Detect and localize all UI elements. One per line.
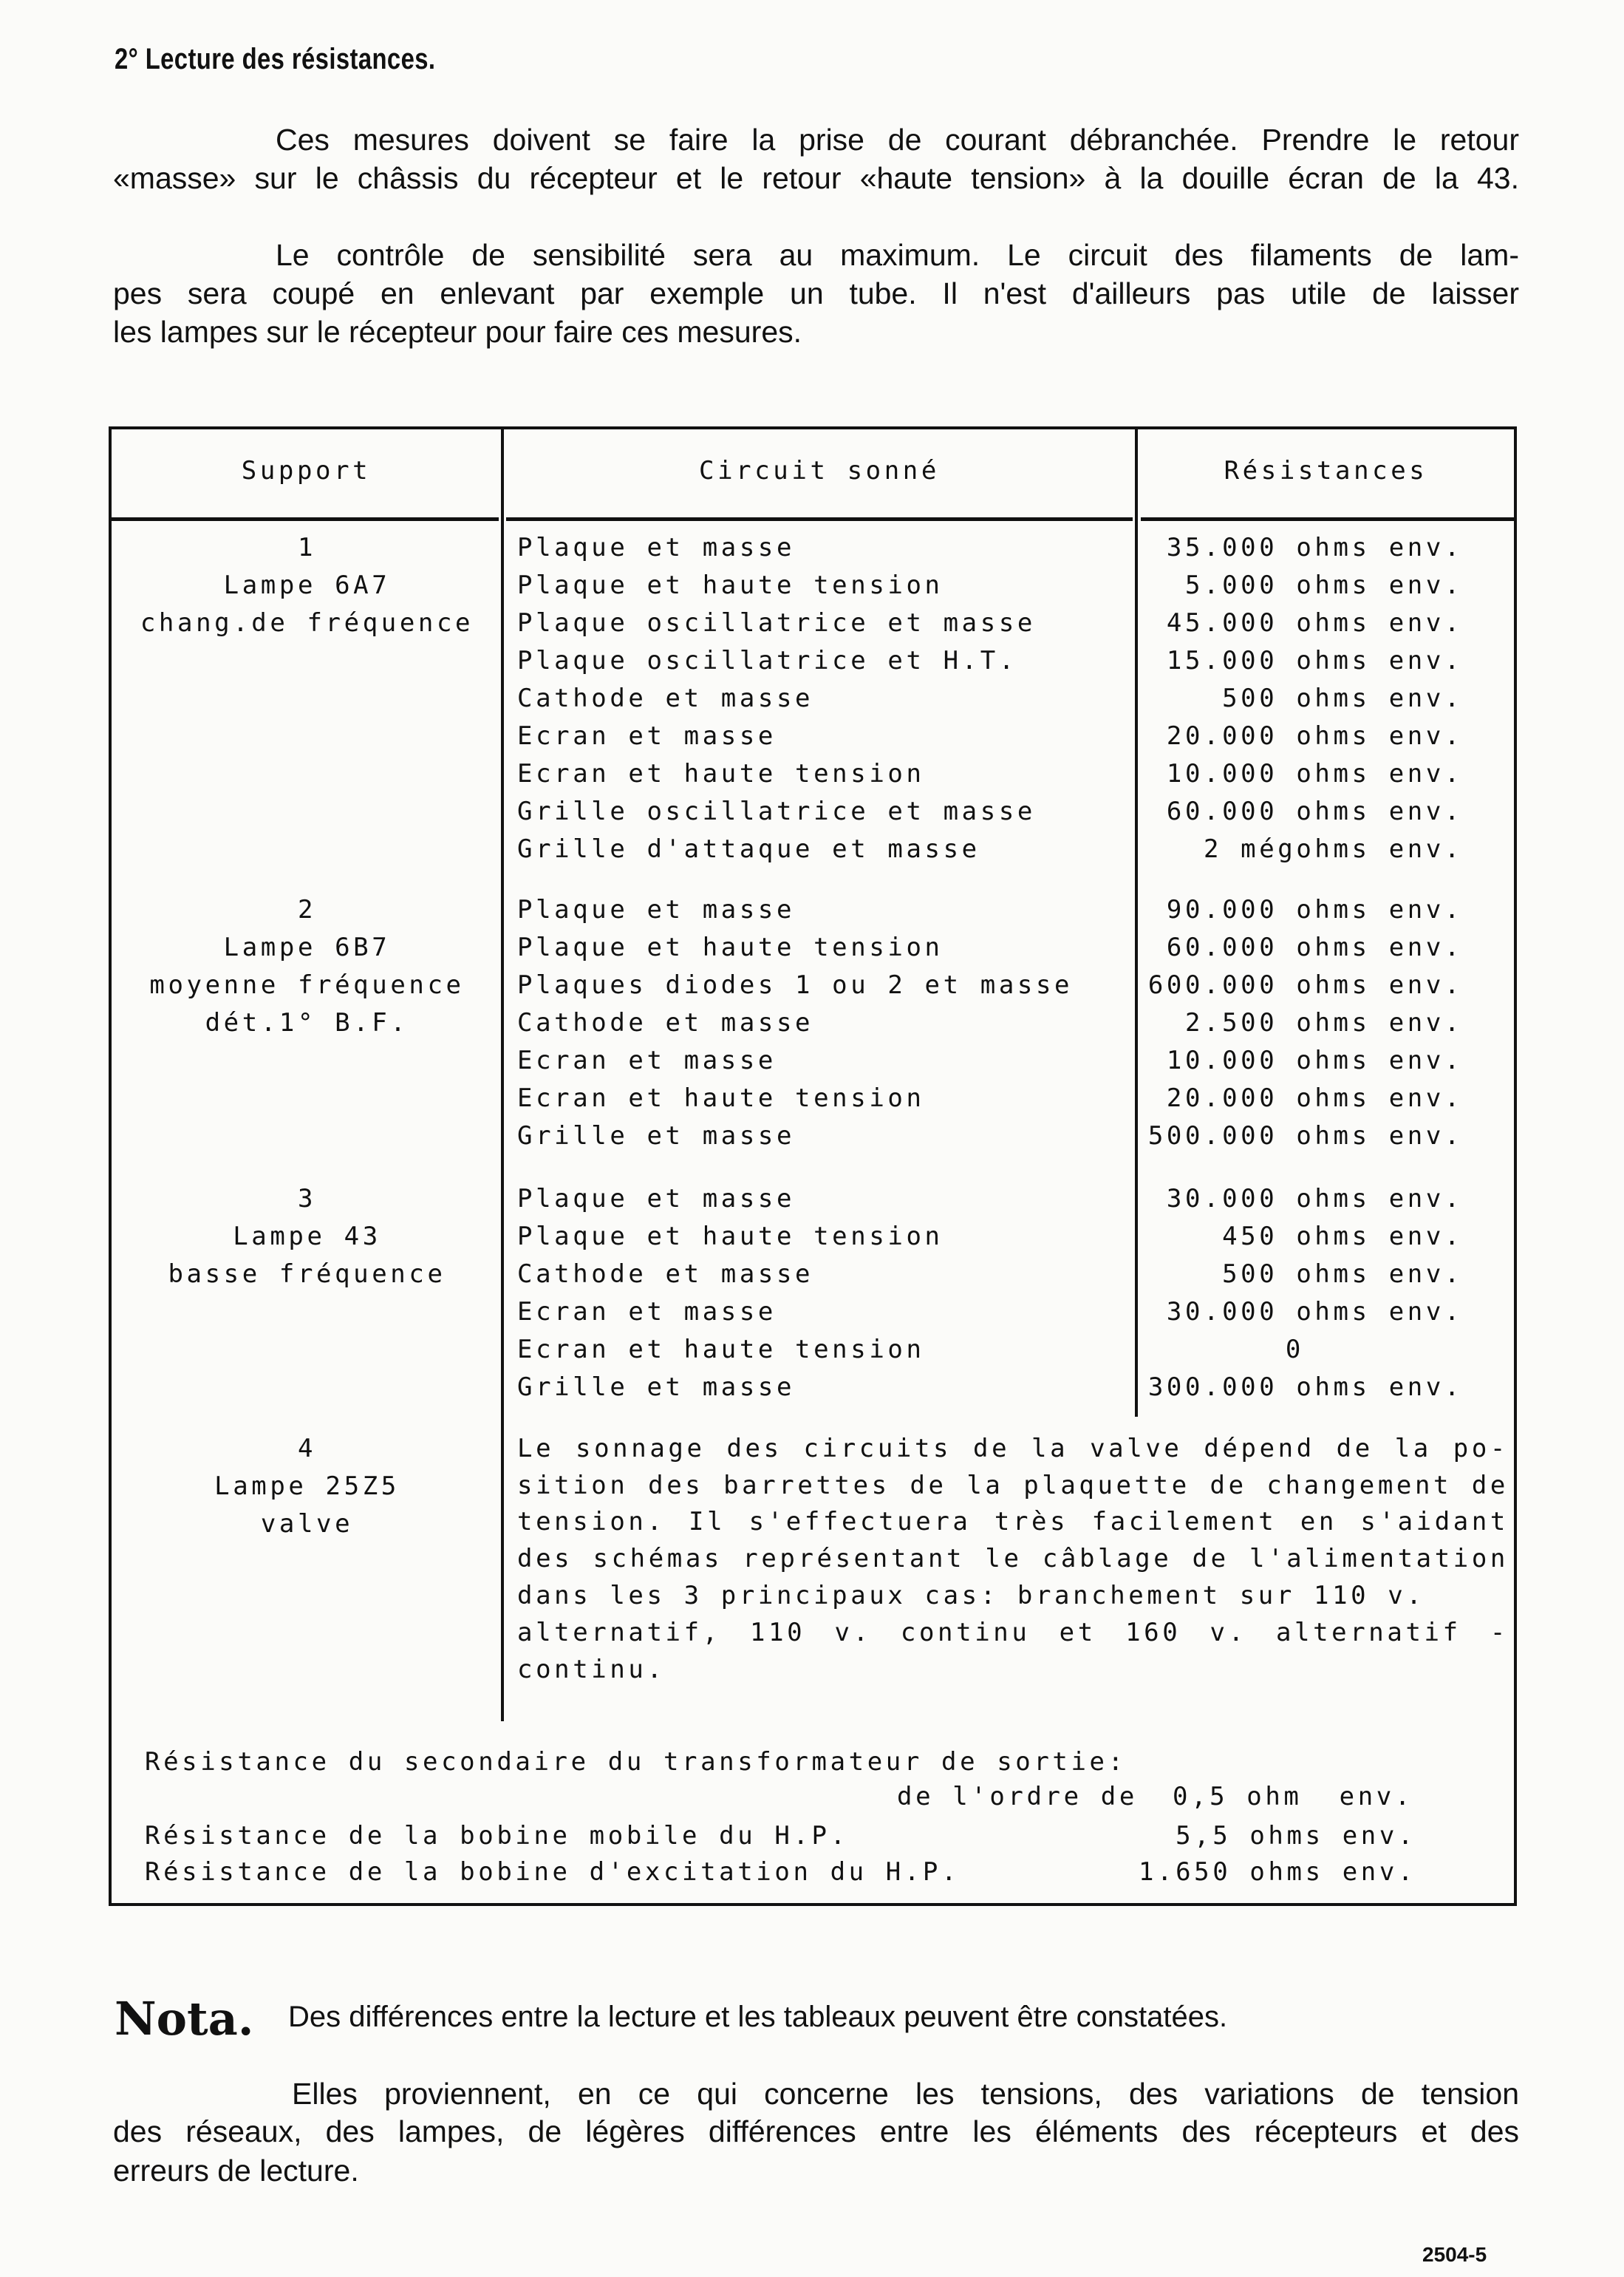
header-rule	[1141, 517, 1514, 521]
resistance-cell: 45.000 ohms env.	[1166, 608, 1463, 638]
support-lamp: Lampe 6B7	[223, 933, 391, 962]
circuit-cell: Grille d'attaque et masse	[517, 834, 980, 864]
resistance-cell: 10.000 ohms env.	[1166, 759, 1463, 789]
resistance-cell: 2.500 ohms env.	[1184, 1008, 1463, 1038]
circuit-cell: Plaque et masse	[517, 1184, 796, 1214]
support-number: 1	[297, 533, 317, 562]
resistance-cell: 300.000 ohms env.	[1147, 1372, 1463, 1402]
resistance-cell: 30.000 ohms env.	[1166, 1184, 1463, 1214]
nota-line: Elles proviennent, en ce qui concerne les tensions, des variations de tension	[292, 2077, 1519, 2111]
resistance-cell: 90.000 ohms env.	[1166, 895, 1463, 925]
valve-note-line: tension. Il s'effectuera très facilement en s'aidant	[517, 1507, 1509, 1536]
nota-first-line: Des différences entre la lecture et les tableaux peuvent être constatées.	[288, 2001, 1228, 2033]
valve-note-line: des schémas représentant le câblage de l'alimentation	[517, 1544, 1509, 1573]
support-lamp: Lampe 25Z5	[214, 1471, 400, 1501]
valve-note-line: continu.	[517, 1655, 666, 1684]
circuit-cell: Ecran et haute tension	[517, 1335, 925, 1364]
nota-label: Nota.	[115, 1992, 254, 2046]
header-rule	[506, 517, 1133, 521]
circuit-cell: Cathode et masse	[517, 1008, 814, 1038]
circuit-cell: Plaque et haute tension	[517, 571, 944, 600]
resistance-cell: 35.000 ohms env.	[1166, 533, 1463, 562]
support-lamp: Lampe 6A7	[223, 571, 391, 600]
intro-line: «masse» sur le châssis du récepteur et le retour «haute tension» à la douille écran de la 43.	[113, 161, 1519, 195]
resistance-list	[1148, 1180, 1463, 1406]
resistance-cell: 450 ohms env.	[1222, 1222, 1463, 1251]
circuit-cell: Plaque et masse	[517, 533, 796, 562]
support-role: valve	[260, 1509, 354, 1539]
resistance-cell: 15.000 ohms env.	[1166, 646, 1463, 675]
circuit-cell: Cathode et masse	[517, 1259, 814, 1289]
circuit-cell: Grille oscillatrice et masse	[517, 797, 1036, 826]
support-role: basse fréquence	[168, 1259, 446, 1289]
circuit-cell: Ecran et haute tension	[517, 759, 925, 789]
circuit-cell: Grille et masse	[517, 1372, 796, 1402]
circuit-cell: Plaque et haute tension	[517, 933, 944, 962]
intro-line: les lampes sur le récepteur pour faire ces mesures.	[113, 315, 802, 349]
resistance-cell: 20.000 ohms env.	[1166, 1083, 1463, 1113]
section-heading: 2° Lecture des résistances.	[115, 43, 436, 75]
support-cell	[112, 1430, 502, 1543]
circuit-cell: Plaque oscillatrice et H.T.	[517, 646, 1017, 675]
intro-line: pes sera coupé en enlevant par exemple un tube. Il n'est d'ailleurs pas utile de laisser	[113, 276, 1519, 310]
valve-note-line: sition des barrettes de la plaquette de changement de	[517, 1471, 1509, 1500]
footer-value: 5,5 ohms env.	[1176, 1821, 1416, 1851]
resistance-cell: 2 mégohms env.	[1204, 834, 1463, 864]
circuit-cell: Plaque oscillatrice et masse	[517, 608, 1036, 638]
support-number: 4	[297, 1434, 317, 1463]
resistance-cell: 60.000 ohms env.	[1166, 933, 1463, 962]
support-role: moyenne fréquence	[149, 970, 465, 1000]
footer-label: Résistance de la bobine mobile du H.P.	[145, 1821, 849, 1851]
circuit-cell: Plaque et masse	[517, 895, 796, 925]
resistance-cell: 500 ohms env.	[1222, 684, 1463, 713]
circuit-cell: Ecran et masse	[517, 1297, 777, 1327]
circuit-list	[517, 529, 1036, 868]
circuit-list	[517, 1180, 944, 1406]
resistance-cell: 20.000 ohms env.	[1166, 721, 1463, 751]
support-cell	[112, 891, 502, 1042]
support-cell	[112, 1180, 502, 1293]
page-number: 2504-5	[1422, 2243, 1487, 2266]
resistance-list	[1167, 529, 1463, 868]
secondary-value: 0,5 ohm env.	[1173, 1782, 1413, 1811]
resistance-cell: 0	[1285, 1335, 1304, 1364]
secondary-qualifier: de l'ordre de	[897, 1782, 1138, 1811]
circuit-cell: Cathode et masse	[517, 684, 814, 713]
resistance-cell: 500 ohms env.	[1222, 1259, 1463, 1289]
resistance-cell: 60.000 ohms env.	[1166, 797, 1463, 826]
header-rule	[112, 517, 499, 521]
resistance-list	[1148, 891, 1463, 1155]
circuit-cell: Ecran et haute tension	[517, 1083, 925, 1113]
valve-note-line: Le sonnage des circuits de la valve dépend de la po-	[517, 1434, 1509, 1463]
support-number: 2	[297, 895, 317, 925]
header-circuit: Circuit sonné	[699, 456, 940, 486]
circuit-cell: Plaques diodes 1 ou 2 et masse	[517, 970, 1074, 1000]
circuit-list	[517, 891, 1073, 1155]
secondary-label: Résistance du secondaire du transformateur de sortie:	[145, 1747, 1127, 1777]
circuit-cell: Ecran et masse	[517, 721, 777, 751]
resistance-cell: 500.000 ohms env.	[1147, 1121, 1463, 1151]
support-number: 3	[297, 1184, 317, 1214]
intro-line: Le contrôle de sensibilité sera au maximum. Le circuit des filaments de lam-	[276, 238, 1519, 272]
resistance-cell: 600.000 ohms env.	[1147, 970, 1463, 1000]
resistance-cell: 30.000 ohms env.	[1166, 1297, 1463, 1327]
resistance-cell: 10.000 ohms env.	[1166, 1046, 1463, 1075]
footer-label: Résistance de la bobine d'excitation du H.P.	[145, 1857, 961, 1887]
valve-note-line: alternatif, 110 v. continu et 160 v. alternatif -	[517, 1618, 1509, 1647]
support-role: dét.1° B.F.	[205, 1008, 409, 1038]
footer-value: 1.650 ohms env.	[1138, 1857, 1416, 1887]
support-lamp: Lampe 43	[233, 1222, 381, 1251]
circuit-cell: Grille et masse	[517, 1121, 796, 1151]
resistance-cell: 5.000 ohms env.	[1184, 571, 1463, 600]
valve-note-line: dans les 3 principaux cas: branchement sur 110 v.	[517, 1581, 1425, 1610]
nota-line: des réseaux, des lampes, de légères différences entre les éléments des récepteurs et des	[113, 2114, 1519, 2148]
header-resistances: Résistances	[1224, 456, 1428, 486]
intro-line: Ces mesures doivent se faire la prise de courant débranchée. Prendre le retour	[276, 123, 1519, 157]
circuit-cell: Plaque et haute tension	[517, 1222, 944, 1251]
support-role: chang.de fréquence	[140, 608, 474, 638]
column-divider	[1135, 426, 1138, 1417]
support-cell	[112, 529, 502, 642]
header-support: Support	[241, 456, 372, 486]
circuit-cell: Ecran et masse	[517, 1046, 777, 1075]
nota-line: erreurs de lecture.	[113, 2154, 359, 2188]
